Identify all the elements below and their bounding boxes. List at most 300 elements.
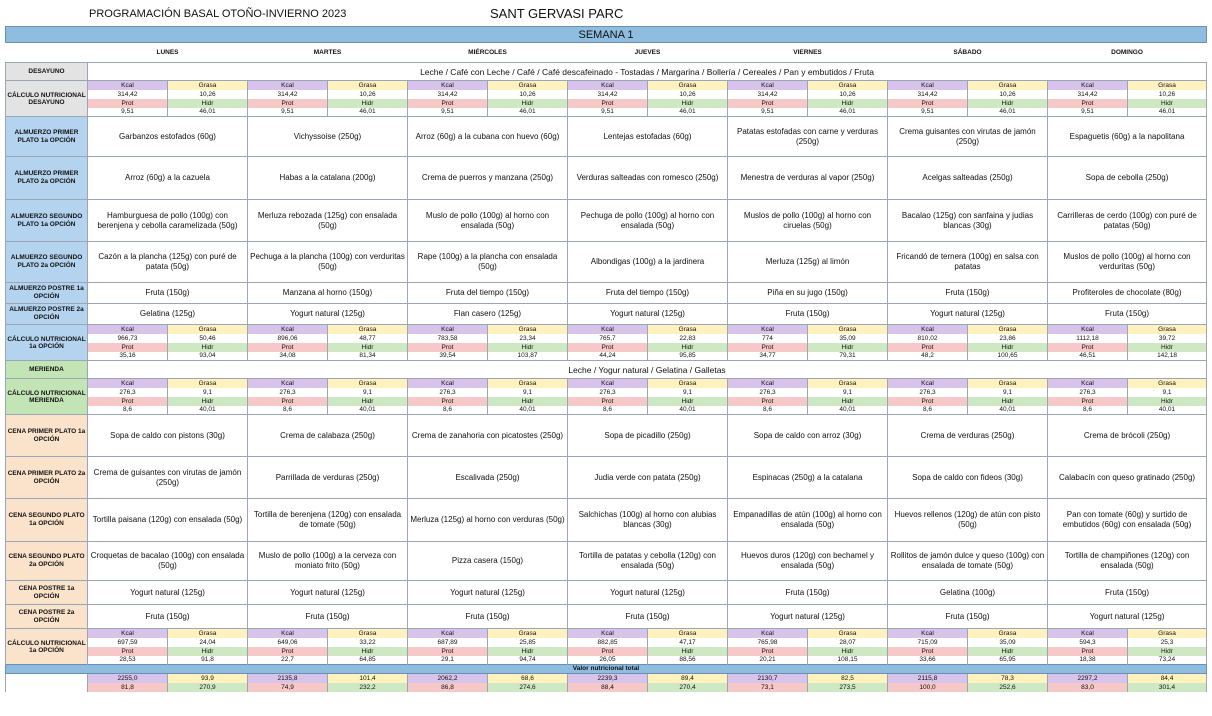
prot-key: Prot — [568, 99, 648, 108]
fat-value: 10,26 — [648, 90, 728, 99]
total-fat: 101,4 — [328, 674, 408, 683]
fat-value: 50,46 — [168, 334, 248, 343]
day-header: DOMINGO — [1111, 48, 1143, 56]
meal-label: CENA POSTRE 1a OPCIÓN — [6, 581, 88, 605]
meal-item: Pechuga a la plancha (100g) con verduritas (50g) — [248, 242, 408, 283]
fat-key: Grasa — [168, 81, 248, 90]
hidr-key: Hidr — [648, 397, 728, 406]
prot-key: Prot — [888, 343, 968, 352]
hidr-value: 108,15 — [808, 656, 888, 665]
meal-label: CENA POSTRE 2a OPCIÓN — [6, 605, 88, 629]
meal-item: Fruta (150g) — [888, 283, 1048, 304]
prot-value: 39,54 — [408, 352, 488, 361]
total-kcal: 2115,8 — [888, 674, 968, 683]
meal-item: Yogurt natural (125g) — [408, 581, 568, 605]
kcal-key: Kcal — [568, 81, 648, 90]
total-fat: 82,5 — [808, 674, 888, 683]
nutrition-value-row — [6, 108, 1207, 117]
hidr-key: Hidr — [648, 343, 728, 352]
kcal-key: Kcal — [888, 379, 968, 388]
meal-item: Arroz (60g) a la cubana con huevo (60g) — [408, 117, 568, 157]
meal-item: Crema de calabaza (250g) — [248, 415, 408, 457]
kcal-key: Kcal — [408, 379, 488, 388]
section-label: DESAYUNO — [6, 63, 88, 81]
fat-key: Grasa — [1128, 325, 1207, 334]
meal-item: Huevos duros (120g) con bechamel y ensalada (50g) — [728, 542, 888, 581]
meal-item: Yogurt natural (125g) — [888, 304, 1048, 325]
hidr-key: Hidr — [328, 397, 408, 406]
meal-item: Acelgas salteadas (250g) — [888, 157, 1048, 200]
hidr-value: 46,01 — [488, 108, 568, 117]
fat-key: Grasa — [1128, 81, 1207, 90]
hidr-key: Hidr — [808, 343, 888, 352]
hidr-key: Hidr — [648, 99, 728, 108]
meal-item: Crema guisantes con virutas de jamón (250g) — [888, 117, 1048, 157]
hidr-value: 40,01 — [168, 406, 248, 415]
week-label: SEMANA 1 — [6, 27, 1207, 43]
nutrition-key-row — [6, 647, 1207, 656]
fat-value: 33,22 — [328, 638, 408, 647]
day-header: JUEVES — [634, 48, 661, 56]
total-fat: 93,9 — [168, 674, 248, 683]
prot-value: 8,6 — [408, 406, 488, 415]
nutrition-key-row — [6, 343, 1207, 352]
prot-value: 8,6 — [1048, 406, 1128, 415]
kcal-key: Kcal — [728, 81, 808, 90]
meal-item: Menestra de verduras al vapor (250g) — [728, 157, 888, 200]
prot-value: 46,51 — [1048, 352, 1128, 361]
kcal-value: 1112,18 — [1048, 334, 1128, 343]
day-header: SÁBADO — [953, 48, 982, 56]
meal-item: Merluza (125g) al limón — [728, 242, 888, 283]
nutrition-key-row — [6, 325, 1207, 334]
nutrition-value-row — [6, 90, 1207, 99]
prot-value: 9,51 — [568, 108, 648, 117]
fat-key: Grasa — [968, 81, 1048, 90]
prot-value: 34,77 — [728, 352, 808, 361]
hidr-value: 40,01 — [648, 406, 728, 415]
fat-value: 10,26 — [1128, 90, 1207, 99]
meal-item: Merluza (125g) al horno con verduras (50g) — [408, 499, 568, 542]
meal-item: Flan casero (125g) — [408, 304, 568, 325]
prot-key: Prot — [88, 647, 168, 656]
hidr-key: Hidr — [808, 647, 888, 656]
hidr-key: Hidr — [968, 647, 1048, 656]
meal-item: Muslo de pollo (100g) a la cerveza con moniato frito (50g) — [248, 542, 408, 581]
total-fat: 89,4 — [648, 674, 728, 683]
prot-value: 18,38 — [1048, 656, 1128, 665]
kcal-value: 314,42 — [88, 90, 168, 99]
fat-key: Grasa — [648, 325, 728, 334]
section-label: MERIENDA — [6, 361, 88, 379]
meal-row — [6, 415, 1207, 457]
total-prot: 73,1 — [728, 683, 808, 692]
fat-value: 35,09 — [968, 638, 1048, 647]
hidr-value: 142,18 — [1128, 352, 1207, 361]
kcal-key: Kcal — [728, 629, 808, 638]
meal-item: Yogurt natural (125g) — [248, 304, 408, 325]
meal-item: Patatas estofadas con carne y verduras (250g) — [728, 117, 888, 157]
kcal-key: Kcal — [408, 81, 488, 90]
meal-item: Pechuga de pollo (100g) al horno con ensalada (50g) — [568, 200, 728, 242]
total-hidr: 274,6 — [488, 683, 568, 692]
fat-value: 9,1 — [328, 388, 408, 397]
meal-item: Sopa de caldo con fideos (30g) — [888, 457, 1048, 499]
meal-item: Sopa de picadillo (250g) — [568, 415, 728, 457]
kcal-value: 687,89 — [408, 638, 488, 647]
hidr-value: 46,01 — [1128, 108, 1207, 117]
prot-value: 8,6 — [728, 406, 808, 415]
kcal-key: Kcal — [248, 629, 328, 638]
meal-label: CENA SEGUNDO PLATO 1a OPCIÓN — [6, 499, 88, 542]
meal-item: Sopa de cebolla (250g) — [1048, 157, 1207, 200]
fat-key: Grasa — [968, 325, 1048, 334]
hidr-value: 100,65 — [968, 352, 1048, 361]
prot-value: 9,51 — [888, 108, 968, 117]
meal-item: Yogurt natural (125g) — [88, 581, 248, 605]
hidr-value: 64,85 — [328, 656, 408, 665]
fat-key: Grasa — [168, 379, 248, 388]
nutrition-label: CÁLCULO NUTRICIONAL 1a OPCIÓN — [6, 325, 88, 361]
total-prot: 88,4 — [568, 683, 648, 692]
hidr-value: 91,8 — [168, 656, 248, 665]
meal-item: Muslos de pollo (100g) al horno con ciruelas (50g) — [728, 200, 888, 242]
meal-item: Fruta (150g) — [88, 605, 248, 629]
day-header: VIERNES — [793, 48, 822, 56]
prot-key: Prot — [248, 343, 328, 352]
prot-key: Prot — [88, 397, 168, 406]
hidr-key: Hidr — [168, 99, 248, 108]
meal-row — [6, 457, 1207, 499]
kcal-value: 314,42 — [1048, 90, 1128, 99]
total-hidr: 252,6 — [968, 683, 1048, 692]
kcal-value: 314,42 — [888, 90, 968, 99]
fat-value: 9,1 — [648, 388, 728, 397]
hidr-value: 40,01 — [968, 406, 1048, 415]
meal-item: Fruta (150g) — [728, 581, 888, 605]
meal-label: ALMUERZO POSTRE 1a OPCIÓN — [6, 283, 88, 304]
meal-item: Vichyssoise (250g) — [248, 117, 408, 157]
meal-item: Empanadillas de atún (100g) al horno con ensalada (50g) — [728, 499, 888, 542]
kcal-value: 276,3 — [248, 388, 328, 397]
prot-key: Prot — [408, 647, 488, 656]
nutrition-value-row — [6, 352, 1207, 361]
meal-item: Fruta (150g) — [88, 283, 248, 304]
prot-key: Prot — [1048, 99, 1128, 108]
hidr-value: 88,56 — [648, 656, 728, 665]
total-label: Valor nutricional total — [6, 665, 1207, 674]
meal-item: Habas a la catalana (200g) — [248, 157, 408, 200]
prot-value: 29,1 — [408, 656, 488, 665]
meal-item: Lentejas estofadas (60g) — [568, 117, 728, 157]
meal-item: Verduras salteadas con romesco (250g) — [568, 157, 728, 200]
prot-key: Prot — [248, 99, 328, 108]
meal-item: Sopa de caldo con pistons (30g) — [88, 415, 248, 457]
prot-key: Prot — [568, 647, 648, 656]
kcal-value: 276,3 — [728, 388, 808, 397]
kcal-key: Kcal — [88, 81, 168, 90]
hidr-value: 103,87 — [488, 352, 568, 361]
fat-value: 35,09 — [808, 334, 888, 343]
hidr-key: Hidr — [1128, 647, 1207, 656]
meal-row — [6, 304, 1207, 325]
section-row — [6, 63, 1207, 81]
total-empty — [6, 683, 88, 692]
kcal-value: 314,42 — [248, 90, 328, 99]
hidr-value: 79,31 — [808, 352, 888, 361]
fat-key: Grasa — [168, 629, 248, 638]
fat-value: 28,07 — [808, 638, 888, 647]
meal-item: Fricandó de ternera (100g) en salsa con patatas — [888, 242, 1048, 283]
hidr-key: Hidr — [1128, 343, 1207, 352]
meal-label: ALMUERZO PRIMER PLATO 1a OPCIÓN — [6, 117, 88, 157]
fat-key: Grasa — [488, 325, 568, 334]
meal-item: Merluza rebozada (125g) con ensalada (50g) — [248, 200, 408, 242]
kcal-value: 276,3 — [88, 388, 168, 397]
fat-key: Grasa — [808, 629, 888, 638]
kcal-value: 276,3 — [888, 388, 968, 397]
hidr-value: 81,34 — [328, 352, 408, 361]
fat-value: 9,1 — [168, 388, 248, 397]
fat-key: Grasa — [648, 629, 728, 638]
meal-row — [6, 499, 1207, 542]
prot-value: 8,6 — [248, 406, 328, 415]
fat-value: 9,1 — [808, 388, 888, 397]
nutrition-value-row — [6, 406, 1207, 415]
meal-row — [6, 242, 1207, 283]
prot-key: Prot — [888, 647, 968, 656]
prot-key: Prot — [728, 397, 808, 406]
nutrition-value-row — [6, 656, 1207, 665]
meal-item: Bacalao (125g) con sanfaina y judias blancas (30g) — [888, 200, 1048, 242]
hidr-value: 95,85 — [648, 352, 728, 361]
kcal-value: 765,98 — [728, 638, 808, 647]
fat-value: 9,1 — [1128, 388, 1207, 397]
nutrition-key-row — [6, 99, 1207, 108]
fat-key: Grasa — [328, 379, 408, 388]
meal-item: Tortilla de patatas y cebolla (120g) con ensalada (50g) — [568, 542, 728, 581]
total-hidr: 273,5 — [808, 683, 888, 692]
kcal-value: 314,42 — [728, 90, 808, 99]
prot-value: 26,05 — [568, 656, 648, 665]
hidr-key: Hidr — [968, 343, 1048, 352]
fat-value: 23,34 — [488, 334, 568, 343]
kcal-value: 810,02 — [888, 334, 968, 343]
fat-value: 9,1 — [968, 388, 1048, 397]
prot-value: 28,53 — [88, 656, 168, 665]
meal-row — [6, 283, 1207, 304]
total-kcal: 2255,0 — [88, 674, 168, 683]
meal-item: Croquetas de bacalao (100g) con ensalada (50g) — [88, 542, 248, 581]
hidr-value: 40,01 — [1128, 406, 1207, 415]
hidr-value: 46,01 — [328, 108, 408, 117]
kcal-key: Kcal — [568, 325, 648, 334]
meal-item: Gelatina (125g) — [88, 304, 248, 325]
prot-key: Prot — [248, 397, 328, 406]
meal-item: Pizza casera (150g) — [408, 542, 568, 581]
nutrition-key-row — [6, 379, 1207, 388]
meal-item: Fruta (150g) — [568, 605, 728, 629]
fat-key: Grasa — [968, 629, 1048, 638]
kcal-value: 783,58 — [408, 334, 488, 343]
total-prot: 86,8 — [408, 683, 488, 692]
prot-key: Prot — [728, 647, 808, 656]
meal-item: Fruta (150g) — [408, 605, 568, 629]
meal-item: Carrilleras de cerdo (100g) con puré de patatas (50g) — [1048, 200, 1207, 242]
total-fat: 84,4 — [1128, 674, 1207, 683]
fat-key: Grasa — [808, 325, 888, 334]
meal-item: Escalivada (250g) — [408, 457, 568, 499]
fat-key: Grasa — [328, 81, 408, 90]
prot-value: 44,24 — [568, 352, 648, 361]
meal-item: Hamburguesa de pollo (100g) con berenjena y cebolla caramelizada (50g) — [88, 200, 248, 242]
nutrition-key-row — [6, 397, 1207, 406]
kcal-value: 276,3 — [408, 388, 488, 397]
kcal-value: 966,73 — [88, 334, 168, 343]
total-hidr: 301,4 — [1128, 683, 1207, 692]
hidr-key: Hidr — [328, 343, 408, 352]
fat-value: 23,86 — [968, 334, 1048, 343]
hidr-value: 46,01 — [648, 108, 728, 117]
fat-value: 48,77 — [328, 334, 408, 343]
meal-label: ALMUERZO SEGUNDO PLATO 2a OPCIÓN — [6, 242, 88, 283]
kcal-key: Kcal — [888, 629, 968, 638]
meal-item: Crema de guisantes con virutas de jamón (250g) — [88, 457, 248, 499]
kcal-value: 276,3 — [568, 388, 648, 397]
hidr-key: Hidr — [488, 647, 568, 656]
kcal-key: Kcal — [1048, 81, 1128, 90]
kcal-key: Kcal — [408, 325, 488, 334]
fat-key: Grasa — [488, 379, 568, 388]
fat-key: Grasa — [1128, 379, 1207, 388]
total-hidr: 232,2 — [328, 683, 408, 692]
day-header: MARTES — [313, 48, 342, 56]
fat-key: Grasa — [648, 379, 728, 388]
day-header: LUNES — [156, 48, 179, 56]
meal-item: Yogurt natural (125g) — [728, 605, 888, 629]
meal-item: Huevos rellenos (120g) de atún con pisto (50g) — [888, 499, 1048, 542]
prot-value: 9,51 — [728, 108, 808, 117]
nutrition-key-row — [6, 629, 1207, 638]
corner-cell — [6, 43, 88, 63]
meal-item: Albondigas (100g) a la jardinera — [568, 242, 728, 283]
total-value-row — [6, 674, 1207, 683]
prot-value: 22,7 — [248, 656, 328, 665]
meal-item: Yogurt natural (125g) — [1048, 605, 1207, 629]
meal-label: CENA PRIMER PLATO 2a OPCIÓN — [6, 457, 88, 499]
total-hidr: 270,9 — [168, 683, 248, 692]
fat-value: 10,26 — [968, 90, 1048, 99]
meal-item: Tortilla paisana (120g) con ensalada (50g) — [88, 499, 248, 542]
meal-item: Rape (100g) a la plancha con ensalada (50g) — [408, 242, 568, 283]
total-kcal: 2062,2 — [408, 674, 488, 683]
fat-key: Grasa — [808, 81, 888, 90]
kcal-key: Kcal — [248, 325, 328, 334]
fat-key: Grasa — [328, 325, 408, 334]
hidr-value: 46,01 — [168, 108, 248, 117]
total-empty — [6, 674, 88, 683]
kcal-value: 765,7 — [568, 334, 648, 343]
meal-item: Yogurt natural (125g) — [568, 304, 728, 325]
total-value-row — [6, 683, 1207, 692]
kcal-key: Kcal — [568, 379, 648, 388]
hidr-key: Hidr — [648, 647, 728, 656]
nutrition-value-row — [6, 638, 1207, 647]
meal-item: Judia verde con patata (250g) — [568, 457, 728, 499]
prot-value: 34,08 — [248, 352, 328, 361]
fat-value: 9,1 — [488, 388, 568, 397]
kcal-value: 276,3 — [1048, 388, 1128, 397]
hidr-value: 65,95 — [968, 656, 1048, 665]
meal-label: ALMUERZO SEGUNDO PLATO 1a OPCIÓN — [6, 200, 88, 242]
hidr-key: Hidr — [488, 343, 568, 352]
kcal-value: 715,09 — [888, 638, 968, 647]
fat-value: 25,3 — [1128, 638, 1207, 647]
meal-item: Garbanzos estofados (60g) — [88, 117, 248, 157]
hidr-key: Hidr — [328, 647, 408, 656]
prot-value: 33,66 — [888, 656, 968, 665]
prot-key: Prot — [408, 397, 488, 406]
meal-item: Pan con tomate (60g) y surtido de embutidos (60g) con ensalada (50g) — [1048, 499, 1207, 542]
kcal-key: Kcal — [248, 379, 328, 388]
meal-item: Muslos de pollo (100g) al horno con verduritas (50g) — [1048, 242, 1207, 283]
meal-item: Rollitos de jamón dulce y queso (100g) con ensalada de tomate (50g) — [888, 542, 1048, 581]
kcal-key: Kcal — [568, 629, 648, 638]
fat-value: 39,72 — [1128, 334, 1207, 343]
prot-value: 9,51 — [248, 108, 328, 117]
meal-label: ALMUERZO POSTRE 2a OPCIÓN — [6, 304, 88, 325]
fat-value: 10,26 — [328, 90, 408, 99]
kcal-value: 896,06 — [248, 334, 328, 343]
meal-item: Calabacín con queso gratinado (250g) — [1048, 457, 1207, 499]
total-prot: 74,9 — [248, 683, 328, 692]
total-kcal: 2239,3 — [568, 674, 648, 683]
fat-key: Grasa — [488, 81, 568, 90]
week-row — [6, 27, 1207, 43]
hidr-key: Hidr — [808, 397, 888, 406]
nutrition-label: CÁLCULO NUTRICIONAL 1a OPCIÓN — [6, 629, 88, 665]
hidr-key: Hidr — [168, 647, 248, 656]
hidr-value: 93,04 — [168, 352, 248, 361]
meal-item: Fruta (150g) — [888, 605, 1048, 629]
total-label-row — [6, 665, 1207, 674]
kcal-value: 649,06 — [248, 638, 328, 647]
meal-row — [6, 157, 1207, 200]
meal-item: Profiteroles de chocolate (80g) — [1048, 283, 1207, 304]
kcal-key: Kcal — [88, 379, 168, 388]
meal-item: Fruta (150g) — [1048, 581, 1207, 605]
total-prot: 100,0 — [888, 683, 968, 692]
meal-item: Sopa de caldo con arroz (30g) — [728, 415, 888, 457]
prot-key: Prot — [888, 397, 968, 406]
meal-item: Manzana al horno (150g) — [248, 283, 408, 304]
fat-key: Grasa — [968, 379, 1048, 388]
school-name: SANT GERVASI PARC — [490, 6, 624, 21]
day-header: MIÉRCOLES — [468, 48, 507, 56]
section-text: Leche / Yogur natural / Gelatina / Galletas — [88, 361, 1207, 379]
nutrition-label: CÁLCULO NUTRICIONAL MERIENDA — [6, 379, 88, 415]
hidr-key: Hidr — [168, 343, 248, 352]
nutrition-key-row — [6, 81, 1207, 90]
meal-row — [6, 581, 1207, 605]
fat-value: 10,26 — [808, 90, 888, 99]
meal-label: CENA SEGUNDO PLATO 2a OPCIÓN — [6, 542, 88, 581]
kcal-value: 594,3 — [1048, 638, 1128, 647]
prot-value: 8,6 — [568, 406, 648, 415]
fat-key: Grasa — [488, 629, 568, 638]
fat-value: 47,17 — [648, 638, 728, 647]
fat-value: 10,26 — [168, 90, 248, 99]
